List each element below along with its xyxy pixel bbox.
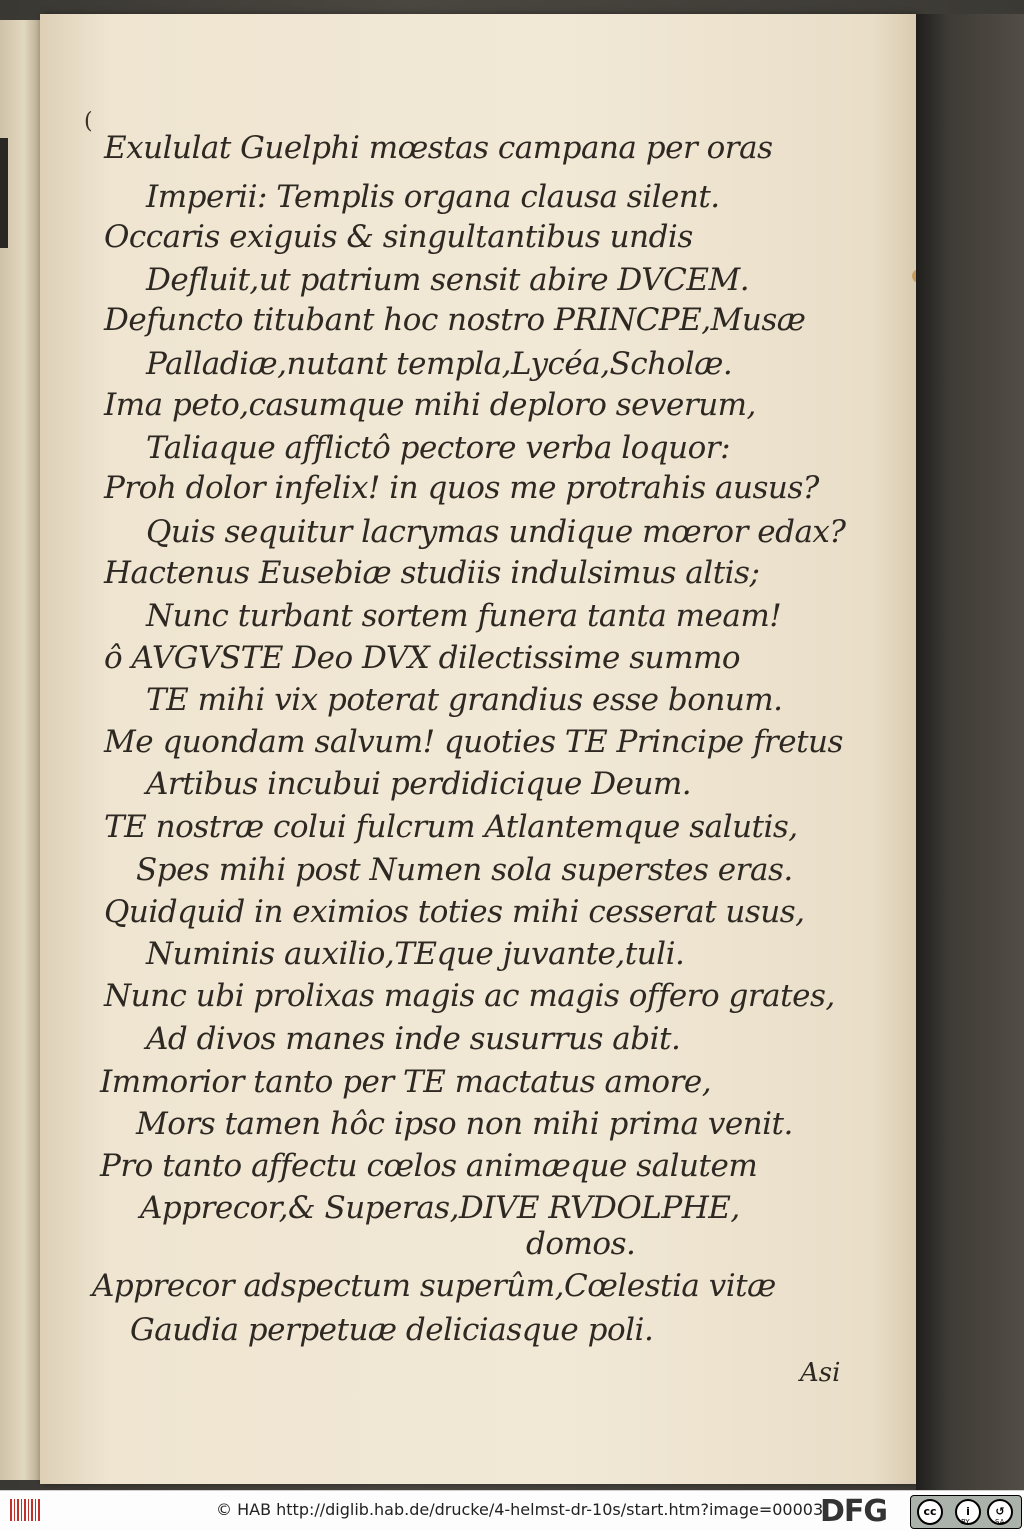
sa-label: SA [995, 1518, 1005, 1526]
poem-line: Nunc turbant sortem funera tanta meam! [146, 598, 782, 634]
sa-icon: ↺ [987, 1499, 1013, 1525]
poem-line: Nunc ubi prolixas magis ac magis offero grates, [104, 978, 835, 1014]
hab-barcode-icon [10, 1499, 40, 1521]
poem-line: Pro tanto affectu cœlos animæque salutem [100, 1148, 758, 1184]
poem-line: Gaudia perpetuæ deliciasque poli. [130, 1312, 654, 1348]
poem-line: Numinis auxilio,TEque juvante,tuli. [146, 936, 685, 972]
poem-line: Defluit,ut patrium sensit abire DVCEM. [146, 262, 750, 298]
poem-line: Ad divos manes inde susurrus abit. [146, 1021, 681, 1057]
footer-bar [0, 1490, 1024, 1531]
poem-line: Ima peto,casumque mihi deploro severum, [104, 387, 756, 423]
poem-line: Proh dolor infelix! in quos me protrahis ausus? [104, 470, 819, 506]
poem-line: Apprecor adspectum superûm,Cœlestia vitæ [92, 1268, 776, 1304]
margin-mark: ( [84, 109, 93, 134]
poem-line: Occaris exiguis & singultantibus undis [104, 219, 693, 255]
cc-icon: cc [917, 1499, 943, 1525]
poem-line: Me quondam salvum! quoties TE Principe fretus [104, 724, 843, 760]
poem-line: Imperii: Templis organa clausa silent. [146, 179, 720, 215]
dfg-logo[interactable]: DFG [820, 1494, 888, 1529]
poem-line: Quis sequitur lacrymas undique mœror edax? [146, 514, 846, 550]
poem-line: TE mihi vix poterat grandius esse bonum. [146, 682, 783, 718]
cc-license-badge[interactable] [910, 1495, 1022, 1529]
poem-line: domos. [526, 1226, 636, 1262]
poem-line: Exululat Guelphi mœstas campana per oras [104, 130, 773, 166]
poem-line: Apprecor,& Superas,DIVE RVDOLPHE, [140, 1190, 740, 1226]
poem-line: Spes mihi post Numen sola superstes eras. [136, 852, 793, 888]
poem-line: Palladiæ,nutant templa,Lycéa,Scholæ. [146, 346, 733, 382]
by-label: BY [961, 1518, 970, 1526]
poem-line: Immorior tanto per TE mactatus amore, [100, 1064, 712, 1100]
previous-page-mark [0, 138, 8, 248]
by-icon: i [955, 1499, 981, 1525]
poem-line: Hactenus Eusebiæ studiis indulsimus altis; [104, 555, 760, 591]
poem-line: Mors tamen hôc ipso non mihi prima venit. [136, 1106, 793, 1142]
poem-line: Taliaque afflictô pectore verba loquor: [146, 430, 731, 466]
catchword: Asi [800, 1358, 841, 1388]
poem-line: Artibus incubui perdidicique Deum. [146, 766, 692, 802]
poem-line: ô AVGVSTE Deo DVX dilectissime summo [104, 640, 741, 676]
poem-line: Quidquid in eximios toties mihi cesserat usus, [104, 894, 805, 930]
poem-line: Defuncto titubant hoc nostro PRINCPE,Musæ [104, 302, 806, 338]
previous-page-edge [0, 20, 40, 1480]
copyright-link[interactable]: © HAB http://diglib.hab.de/drucke/4-helmst-dr-10s/start.htm?image=00003 [216, 1500, 824, 1519]
book-spine-shadow [916, 14, 1024, 1490]
poem-line: TE nostræ colui fulcrum Atlantemque salutis, [104, 809, 798, 845]
book-page [40, 14, 916, 1484]
